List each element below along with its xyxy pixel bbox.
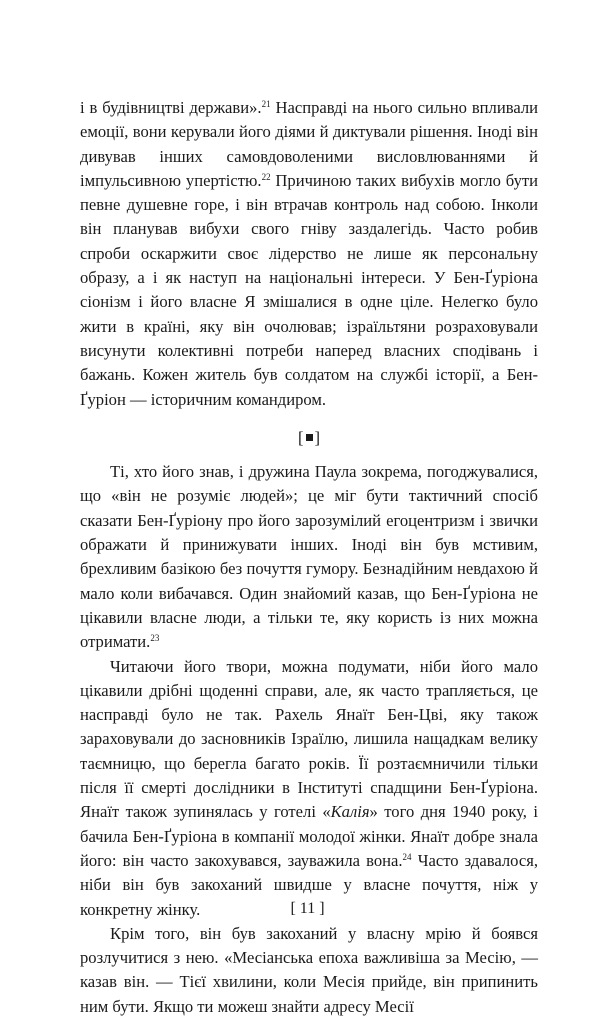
paragraph-3 xyxy=(80,655,538,922)
paragraph-2 xyxy=(80,460,538,654)
text-run: Ті, хто його знав, і дружина Паула зокрема, погоджувалися, що «він не розуміє людей»; це міг бути тактичний спосіб сказати Бен-Ґуріону про його зарозумілий егоцентризм і звички ображати й принижувати інших. Іноді він був мстивим, брехливим базікою без почуття гумору. Безнадійним невдахою й мало коли вибачався. Один знайомий казав, що Бен-Ґуріона не цікавили власне люди, а тільки те, яку користь із них можна отримати. xyxy=(80,462,538,652)
footnote-ref-23[interactable]: 23 xyxy=(150,633,160,644)
text-run: Читаючи його твори, можна подумати, ніби його мало цікавили дрібні щоденні справи, але, як часто трапляється, це насправді було не так. Рахель Янаїт Бен-Цві, яку також зараховували до засновників Ізраїлю, лишила нащадкам велику таємницю, що берегла багато років. Її розтаємничили тільки після її смерті дослідники в Інституті спадщини Бен-Ґуріона. Янаїт також зупинялась у готелі « xyxy=(80,656,538,822)
text-run: Насправді на нього сильно впливали емоції, вони керували його діями й диктували рішення. Іноді він дивував інших самовдоволеними висловлюваннями й імпульсивною упертістю. xyxy=(80,98,538,190)
hotel-name: Калія xyxy=(330,802,370,822)
text-run: Причиною таких вибухів могло бути певне душевне горе, і він втрачав контроль над собою. Інколи він планував вибухи свого гніву заздалегідь. Часто робив спроби оскаржити своє лідерство не лише як персональну образу, а і як наступ на національні інтереси. У Бен-Ґуріона сіонізм і його власне Я змішалися в одне ціле. Нелегко було жити в країні, яку він очолював; ізраїльтяни розраховували висунути колективні потреби наперед власних сподівань і бажань. Кожен житель був солдатом на службі історії, а Бен-Ґуріон — історичним командиром. xyxy=(80,170,538,409)
text-run: Крім того, він був закоханий у власну мрію й боявся розлучитися з нею. «Месіанська епоха важливіша за Месію, — казав він. — Тієї хвилини, коли Месія прийде, він припинить ним бути. Якщо ти можеш знайти адресу Месії xyxy=(80,923,538,1016)
section-break-marker xyxy=(80,426,538,450)
page-number: [ 11 ] xyxy=(290,900,325,917)
body-text xyxy=(80,96,538,1019)
paragraph-4 xyxy=(80,922,538,1019)
text-run: Часто здавалося, ніби він був закоханий швидше у власне почуття, ніж у конкретну жінку. xyxy=(80,850,539,919)
footnote-ref-21[interactable]: 21 xyxy=(261,99,271,109)
bracket-close: ] xyxy=(314,427,321,447)
footnote-ref-24[interactable]: 24 xyxy=(402,851,412,862)
footnote-ref-22[interactable]: 22 xyxy=(261,171,271,182)
black-square-icon xyxy=(306,434,313,441)
text-run: » того дня 1940 року, і бачила Бен-Ґуріона в компанії молодої жінки. Янаїт добре знала його: він часто закохувався, зауважила вона. xyxy=(80,802,538,870)
text-run: і в будівництві держави». xyxy=(80,98,262,117)
bracket-open: [ xyxy=(297,427,304,447)
paragraph-1 xyxy=(80,96,538,412)
